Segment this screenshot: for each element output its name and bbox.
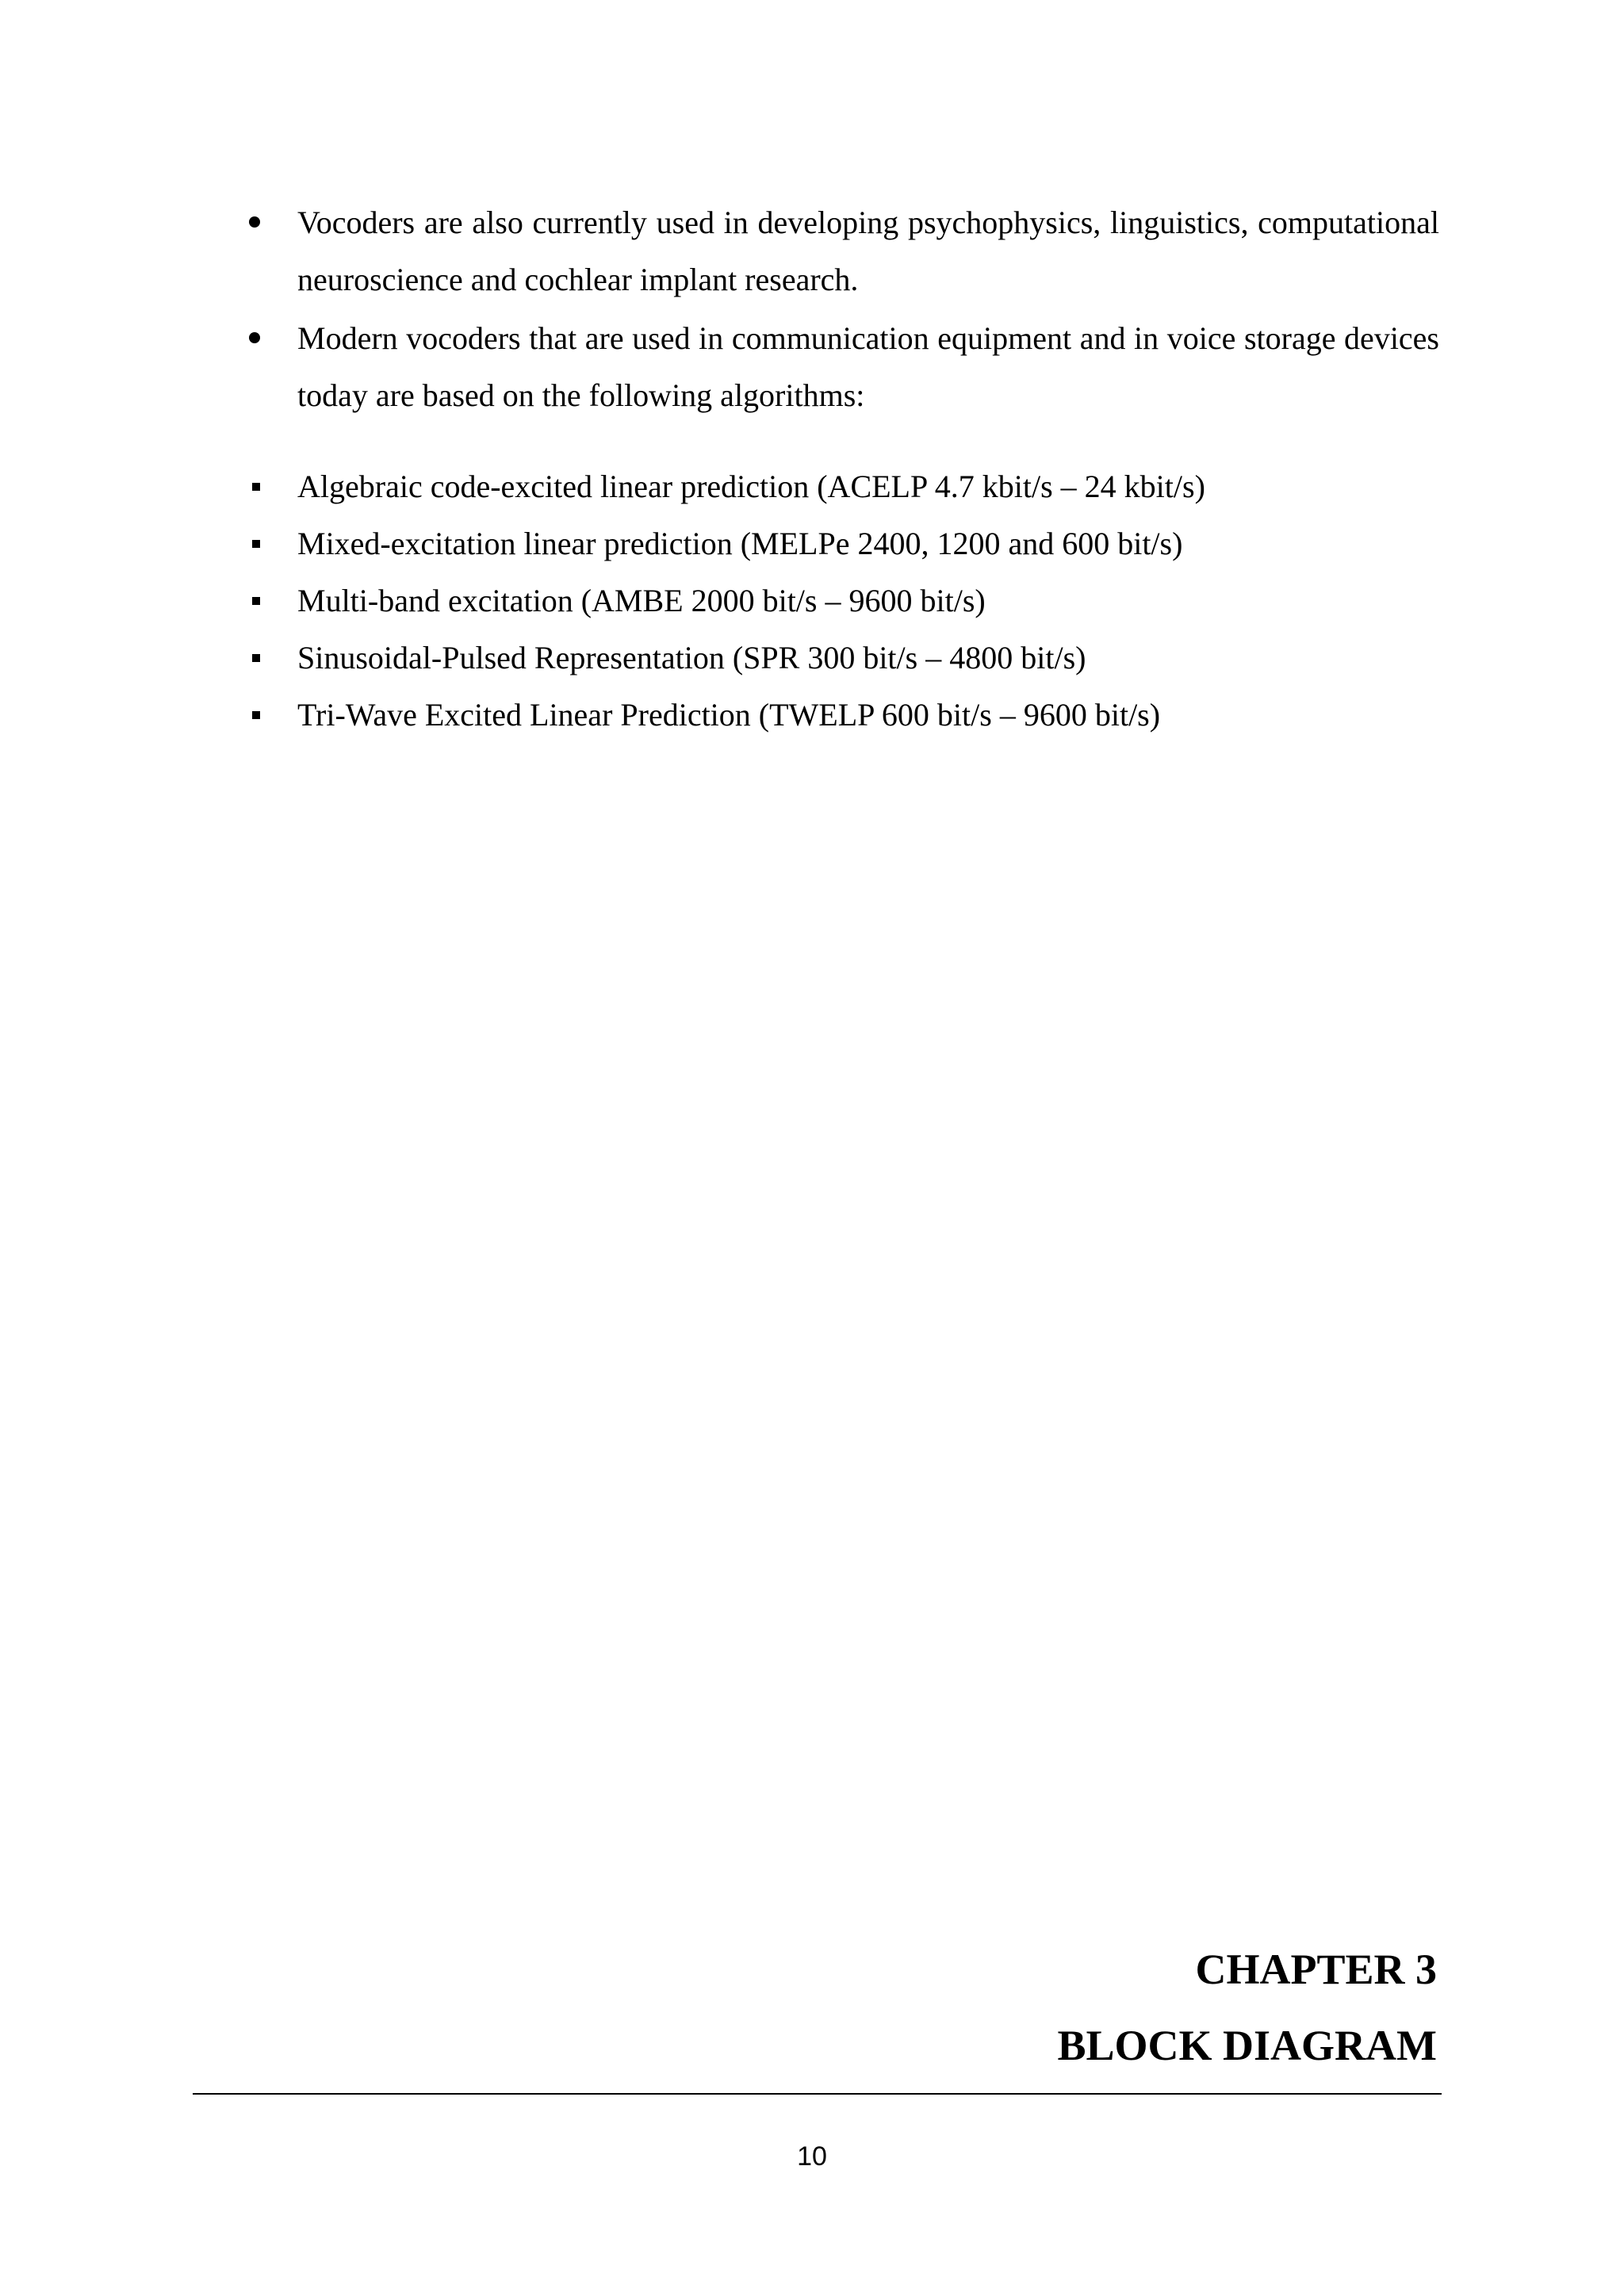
bullet-dot-icon	[249, 216, 260, 228]
footer-divider	[193, 2093, 1442, 2095]
algorithm-text: Multi-band excitation (AMBE 2000 bit/s – 9600 bit/s)	[297, 583, 986, 618]
bullet-item	[246, 310, 1439, 424]
bullet-text: Vocoders are also currently used in developing psychophysics, linguistics, computational neuroscience and cochlear implant research.	[297, 205, 1439, 297]
algorithm-text: Algebraic code-excited linear prediction (ACELP 4.7 kbit/s – 24 kbit/s)	[297, 469, 1205, 504]
bullet-text: Modern vocoders that are used in communication equipment and in voice storage devices today are based on the following algorithms:	[297, 320, 1439, 413]
algorithm-item	[246, 458, 1439, 515]
chapter-number: CHAPTER 3	[1195, 1946, 1437, 1993]
chapter-heading	[1057, 1931, 1437, 2084]
algorithm-item	[246, 629, 1439, 687]
bullet-dot-icon	[249, 332, 260, 343]
square-bullet-icon	[252, 654, 260, 662]
algorithm-list	[246, 458, 1439, 744]
bullet-list	[246, 194, 1439, 426]
chapter-title: BLOCK DIAGRAM	[1057, 2022, 1437, 2069]
square-bullet-icon	[252, 483, 260, 491]
square-bullet-icon	[252, 540, 260, 548]
page-number: 10	[797, 2141, 827, 2172]
algorithm-item	[246, 572, 1439, 629]
square-bullet-icon	[252, 711, 260, 719]
algorithm-item	[246, 687, 1439, 744]
square-bullet-icon	[252, 597, 260, 605]
algorithm-text: Tri-Wave Excited Linear Prediction (TWELP 600 bit/s – 9600 bit/s)	[297, 697, 1161, 733]
algorithm-text: Mixed-excitation linear prediction (MELPe 2400, 1200 and 600 bit/s)	[297, 526, 1183, 561]
bullet-item	[246, 194, 1439, 308]
algorithm-item	[246, 515, 1439, 572]
algorithm-text: Sinusoidal-Pulsed Representation (SPR 300 bit/s – 4800 bit/s)	[297, 640, 1086, 675]
